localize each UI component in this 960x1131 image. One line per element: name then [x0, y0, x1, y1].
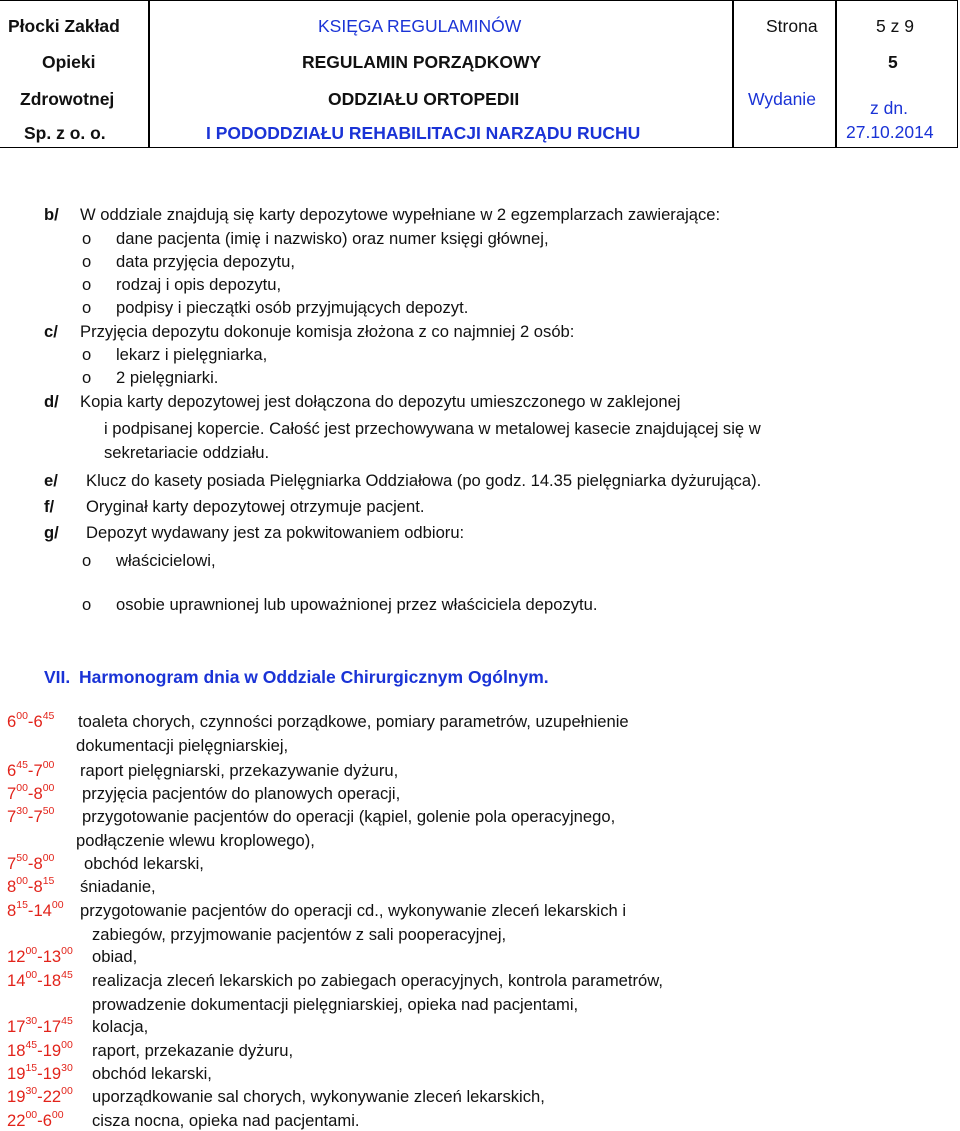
page-label: Strona: [766, 16, 818, 36]
schedule-activity: obchód lekarski,: [92, 1064, 212, 1083]
time-minutes: 00: [25, 969, 38, 982]
bullet-marker: o: [82, 345, 92, 364]
edition-date: 27.10.2014: [846, 122, 934, 142]
edition-label: Wydanie: [748, 89, 816, 109]
time-hour: 6: [7, 761, 17, 780]
time-minutes: 15: [16, 899, 28, 912]
time-hour: 6: [7, 712, 17, 731]
schedule-activity: dokumentacji pielęgniarskiej,: [76, 736, 289, 755]
schedule-activity: realizacja zleceń lekarskich po zabiegach operacyjnych, kontrola parametrów,: [92, 971, 663, 990]
schedule-activity: przyjęcia pacjentów do planowych operacji,: [82, 784, 401, 803]
item-c-text: Przyjęcia depozytu dokonuje komisja złożona z co najmniej 2 osób:: [80, 322, 575, 341]
time-minutes: 30: [25, 1015, 38, 1028]
time-hour: 7: [33, 807, 43, 826]
time-hour: 8: [33, 877, 43, 896]
item-g-bullet: właścicielowi,: [116, 551, 216, 570]
schedule-time: $7^{50}-8^{00}$: [7, 852, 55, 873]
schedule-activity: uporządkowanie sal chorych, wykonywanie zleceń lekarskich,: [92, 1087, 545, 1106]
schedule-activity: podłączenie wlewu kroplowego),: [76, 831, 315, 850]
time-minutes: 00: [51, 899, 64, 912]
item-label-d: d/: [44, 392, 59, 411]
time-minutes: 00: [16, 782, 28, 795]
time-minutes: 00: [51, 1109, 64, 1122]
time-minutes: 30: [16, 805, 28, 818]
item-g-bullet: osobie uprawnionej lub upoważnionej przez właściciela depozytu.: [116, 595, 598, 614]
time-hour: 19: [7, 1087, 26, 1106]
section-title: Harmonogram dnia w Oddziale Chirurgicznym Ogólnym.: [79, 667, 549, 687]
document-header: [0, 0, 958, 148]
time-minutes: 00: [25, 1109, 38, 1122]
item-label-e: e/: [44, 471, 58, 490]
book-title: KSIĘGA REGULAMINÓW: [318, 16, 522, 36]
schedule-time: $6^{45}-7^{00}$: [7, 759, 55, 780]
time-hour: 18: [7, 1041, 26, 1060]
time-minutes: 00: [42, 782, 55, 795]
schedule-activity: raport, przekazanie dyżuru,: [92, 1041, 294, 1060]
bullet-marker: o: [82, 275, 92, 294]
item-b-text: W oddziale znajdują się karty depozytowe wypełniane w 2 egzemplarzach zawierające:: [80, 205, 721, 224]
item-b-bullet: podpisy i pieczątki osób przyjmujących depozyt.: [116, 298, 469, 317]
time-hour: 22: [7, 1111, 26, 1130]
time-hour: 19: [42, 1064, 62, 1083]
schedule-time: $19^{15}-19^{30}$: [7, 1062, 73, 1083]
item-b-bullet: data przyjęcia depozytu,: [116, 252, 295, 271]
time-minutes: 45: [61, 1015, 73, 1028]
item-e-text: Klucz do kasety posiada Pielęgniarka Oddziałowa (po godz. 14.35 pielęgniarka dyżurująca).: [86, 471, 762, 490]
header-divider: [835, 1, 837, 147]
time-hour: 17: [42, 1017, 62, 1036]
item-c-bullet: 2 pielęgniarki.: [116, 368, 219, 387]
time-hour: 13: [42, 947, 62, 966]
time-minutes: 45: [42, 710, 55, 723]
org-name-line-2: Opieki: [42, 52, 96, 72]
time-hour: 8: [7, 877, 17, 896]
time-hour: 6: [42, 1111, 52, 1130]
document-title: REGULAMIN PORZĄDKOWY: [302, 52, 542, 72]
item-b-bullet: dane pacjenta (imię i nazwisko) oraz numer księgi głównej,: [116, 229, 549, 248]
edition-date-label: z dn.: [870, 98, 908, 118]
schedule-activity: przygotowanie pacjentów do operacji (kąpiel, golenie pola operacyjnego,: [82, 807, 616, 826]
schedule-time: $22^{00}-6^{00}$: [7, 1109, 64, 1130]
schedule-activity: cisza nocna, opieka nad pacjentami.: [92, 1111, 360, 1130]
time-hour: 17: [7, 1017, 26, 1036]
bullet-marker: o: [82, 298, 92, 317]
schedule-activity: kolacja,: [92, 1017, 149, 1036]
schedule-time: $6^{00}-6^{45}$: [7, 710, 55, 731]
schedule-time: $8^{15}-14^{00}$: [7, 899, 64, 920]
time-minutes: 15: [42, 875, 55, 888]
schedule-activity: obchód lekarski,: [84, 854, 204, 873]
bullet-marker: o: [82, 551, 92, 570]
org-name-line-4: Sp. z o. o.: [24, 123, 106, 143]
time-minutes: 45: [25, 1039, 38, 1052]
schedule-activity: przygotowanie pacjentów do operacji cd., wykonywanie zleceń lekarskich i: [80, 901, 627, 920]
time-hour: 22: [42, 1087, 62, 1106]
bullet-marker: o: [82, 229, 92, 248]
schedule-time: $18^{45}-19^{00}$: [7, 1039, 73, 1060]
org-name-line-1: Płocki Zakład: [8, 16, 120, 36]
item-label-b: b/: [44, 205, 59, 224]
org-name-line-3: Zdrowotnej: [20, 89, 115, 109]
item-b-bullet: rodzaj i opis depozytu,: [116, 275, 282, 294]
header-divider: [148, 1, 150, 147]
time-hour: 8: [33, 784, 43, 803]
section-number: VII.: [44, 667, 71, 687]
time-minutes: 30: [25, 1085, 38, 1098]
time-minutes: 00: [42, 759, 55, 772]
time-hour: 7: [7, 807, 17, 826]
time-minutes: 00: [61, 1039, 73, 1052]
time-minutes: 30: [61, 1062, 73, 1075]
item-label-c: c/: [44, 322, 58, 341]
edition-number: 5: [888, 52, 898, 72]
bullet-marker: o: [82, 595, 92, 614]
time-hour: 14: [33, 901, 52, 920]
page-number: 5 z 9: [876, 16, 914, 36]
time-hour: 8: [33, 854, 43, 873]
item-label-g: g/: [44, 523, 59, 542]
subward-name: I PODODDZIAŁU REHABILITACJI NARZĄDU RUCHU: [206, 123, 641, 143]
item-f-text: Oryginał karty depozytowej otrzymuje pacjent.: [86, 497, 425, 516]
time-hour: 7: [7, 854, 17, 873]
item-g-text: Depozyt wydawany jest za pokwitowaniem odbioru:: [86, 523, 465, 542]
time-minutes: 50: [16, 852, 28, 865]
ward-name: ODDZIAŁU ORTOPEDII: [328, 89, 520, 109]
schedule-activity: raport pielęgniarski, przekazywanie dyżuru,: [80, 761, 399, 780]
time-minutes: 00: [61, 1085, 73, 1098]
time-hour: 14: [7, 971, 26, 990]
time-minutes: 00: [16, 710, 28, 723]
time-hour: 6: [33, 712, 43, 731]
item-c-bullet: lekarz i pielęgniarka,: [116, 345, 268, 364]
schedule-time: $14^{00}-18^{45}$: [7, 969, 73, 990]
time-minutes: 00: [42, 852, 55, 865]
item-d-line: i podpisanej kopercie. Całość jest przechowywana w metalowej kasecie znajdującej się w: [104, 419, 761, 438]
bullet-marker: o: [82, 252, 92, 271]
schedule-activity: toaleta chorych, czynności porządkowe, pomiary parametrów, uzupełnienie: [78, 712, 629, 731]
schedule-activity: śniadanie,: [80, 877, 156, 896]
item-d-line: Kopia karty depozytowej jest dołączona do depozytu umieszczonego w zaklejonej: [80, 392, 681, 411]
item-label-f: f/: [44, 497, 55, 516]
time-minutes: 15: [25, 1062, 38, 1075]
time-hour: 18: [42, 971, 62, 990]
time-hour: 19: [7, 1064, 26, 1083]
schedule-activity: prowadzenie dokumentacji pielęgniarskiej, opieka nad pacjentami,: [92, 995, 579, 1014]
time-hour: 7: [7, 784, 17, 803]
schedule-time: $7^{30}-7^{50}$: [7, 805, 55, 826]
time-minutes: 00: [16, 875, 28, 888]
time-minutes: 45: [16, 759, 28, 772]
time-hour: 19: [42, 1041, 62, 1060]
time-hour: 12: [7, 947, 26, 966]
schedule-time: $17^{30}-17^{45}$: [7, 1015, 73, 1036]
schedule-time: $7^{00}-8^{00}$: [7, 782, 55, 803]
time-minutes: 45: [61, 969, 73, 982]
time-hour: 8: [7, 901, 17, 920]
time-minutes: 00: [61, 945, 73, 958]
schedule-time: $19^{30}-22^{00}$: [7, 1085, 73, 1106]
schedule-time: $12^{00}-13^{00}$: [7, 945, 73, 966]
bullet-marker: o: [82, 368, 92, 387]
schedule-activity: obiad,: [92, 947, 138, 966]
time-minutes: 00: [25, 945, 38, 958]
schedule-activity: zabiegów, przyjmowanie pacjentów z sali pooperacyjnej,: [92, 925, 507, 944]
item-d-line: sekretariacie oddziału.: [104, 443, 270, 462]
time-minutes: 50: [42, 805, 55, 818]
schedule-time: $8^{00}-8^{15}$: [7, 875, 55, 896]
header-divider: [732, 1, 734, 147]
time-hour: 7: [33, 761, 43, 780]
